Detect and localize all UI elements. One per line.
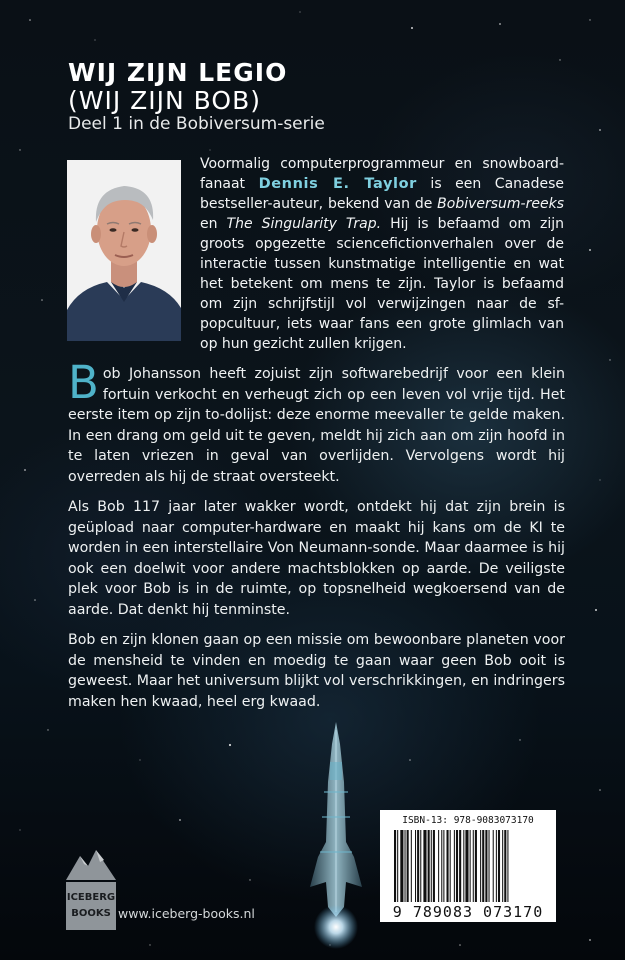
bio-part2: is een Canadese bestseller-auteur, bekend van de <box>200 176 565 212</box>
barcode <box>380 810 556 922</box>
barcode-bar <box>431 830 432 902</box>
barcode-bar <box>428 830 430 902</box>
spaceship-illustration <box>300 722 372 952</box>
blurb-paragraph-2: Als Bob 117 jaar later wakker wordt, ontdekt hij dat zijn brein is geüpload naar computer-hardware en maakt hij kans om de KI te worden in een interstellaire Von Neumann-sonde. Maar daarmee is hij ook een doelwit voor andere machtsblokken op aarde. De veiligste plek voor Bob is in de ruimte, op topsnelheid wegkoersend van de aarde. Dat denkt hij tenminste. <box>68 499 565 618</box>
barcode-bar <box>475 830 477 902</box>
barcode-bar <box>470 830 471 902</box>
publisher-website: www.iceberg-books.nl <box>118 906 255 921</box>
barcode-bar <box>394 830 396 902</box>
barcode-bar <box>482 830 484 902</box>
barcode-bar <box>456 830 458 902</box>
series-label: Deel 1 in de Bobiversum-serie <box>68 114 325 134</box>
barcode-bar <box>473 830 474 902</box>
barcode-bars <box>394 830 552 902</box>
bio-book2: The Singularity Trap. <box>226 216 382 232</box>
barcode-bar <box>498 830 500 902</box>
barcode-bar <box>507 830 508 902</box>
bio-intro: Voormalig computerprogrammeur en snowboard-fanaat <box>200 156 564 192</box>
barcode-bar <box>397 830 398 902</box>
book-title: WIJ ZIJN LEGIO <box>68 58 288 87</box>
author-photo <box>67 160 181 341</box>
barcode-bar <box>459 830 461 902</box>
blurb-p1-text: ob Johansson heeft zojuist zijn softwarebedrijf voor een klein fortuin verkocht en verheugt zich op een leven vol vrije tijd. Het eerste item op zijn to-dolijst: deze enorme meevaller te gelde maken. In een drang om geld uit te geven, meldt hij zich aan om zijn hoofd in te laten vriezen in geval van overlijden. Vervolgens wordt hij overreden als hij de straat oversteekt. <box>68 366 565 485</box>
bio-part4: Hij is befaamd om zijn groots opgezette sciencefictionverhalen over de interactie tussen kunstmatige intelligentie en wat het betekent om mens te zijn. Taylor is befaamd om zijn schrijfstijl vol verwijzingen naar de sf-popcultuur, iets waar fans een grote glimlach van op hun gezicht zullen krijgen. <box>200 216 564 352</box>
blurb-paragraph-3: Bob en zijn klonen gaan op een missie om bewoonbare planeten voor de mensheid te vinden en moedig te gaan waar geen Bob ooit is geweest. Maar het universum blijkt vol verschrikkingen, en indringers maken hen kwaad, heel erg kwaad. <box>68 632 565 710</box>
barcode-bar <box>433 830 435 902</box>
barcode-bar <box>485 830 487 902</box>
barcode-bar <box>411 830 412 902</box>
barcode-bar <box>407 830 409 902</box>
barcode-bar <box>493 830 494 902</box>
barcode-bar <box>438 830 439 902</box>
barcode-bar <box>489 830 490 902</box>
barcode-bar <box>504 830 506 902</box>
logo-text-iceberg: ICEBERG <box>66 892 116 903</box>
barcode-bar <box>417 830 419 902</box>
barcode-bar <box>405 830 406 902</box>
barcode-bar <box>423 830 426 902</box>
drop-cap: B <box>68 356 99 409</box>
barcode-bar <box>496 830 497 902</box>
barcode-bar <box>463 830 464 902</box>
book-subtitle: (WIJ ZIJN BOB) <box>68 86 261 115</box>
barcode-bar <box>480 830 481 902</box>
bio-part3: en <box>200 216 227 232</box>
blurb-paragraph-1 <box>68 356 565 487</box>
barcode-bar <box>400 830 403 902</box>
isbn-label: ISBN-13: 978-9083073170 <box>402 815 534 826</box>
barcode-bar <box>465 830 468 902</box>
barcode-bar <box>441 830 442 902</box>
barcode-bar <box>454 830 455 902</box>
barcode-bar <box>502 830 503 902</box>
barcode-bar <box>415 830 416 902</box>
barcode-bar <box>443 830 444 902</box>
isbn-number: 9 789083 073170 <box>392 903 544 921</box>
barcode-bar <box>420 830 421 902</box>
bio-book1: Bobiversum-reeks <box>437 196 564 212</box>
publisher-logo <box>64 840 118 936</box>
barcode-bar <box>447 830 449 902</box>
author-name: Dennis E. Taylor <box>258 176 417 192</box>
logo-text-books: BOOKS <box>71 908 111 919</box>
barcode-bar <box>450 830 451 902</box>
author-bio <box>200 154 564 354</box>
